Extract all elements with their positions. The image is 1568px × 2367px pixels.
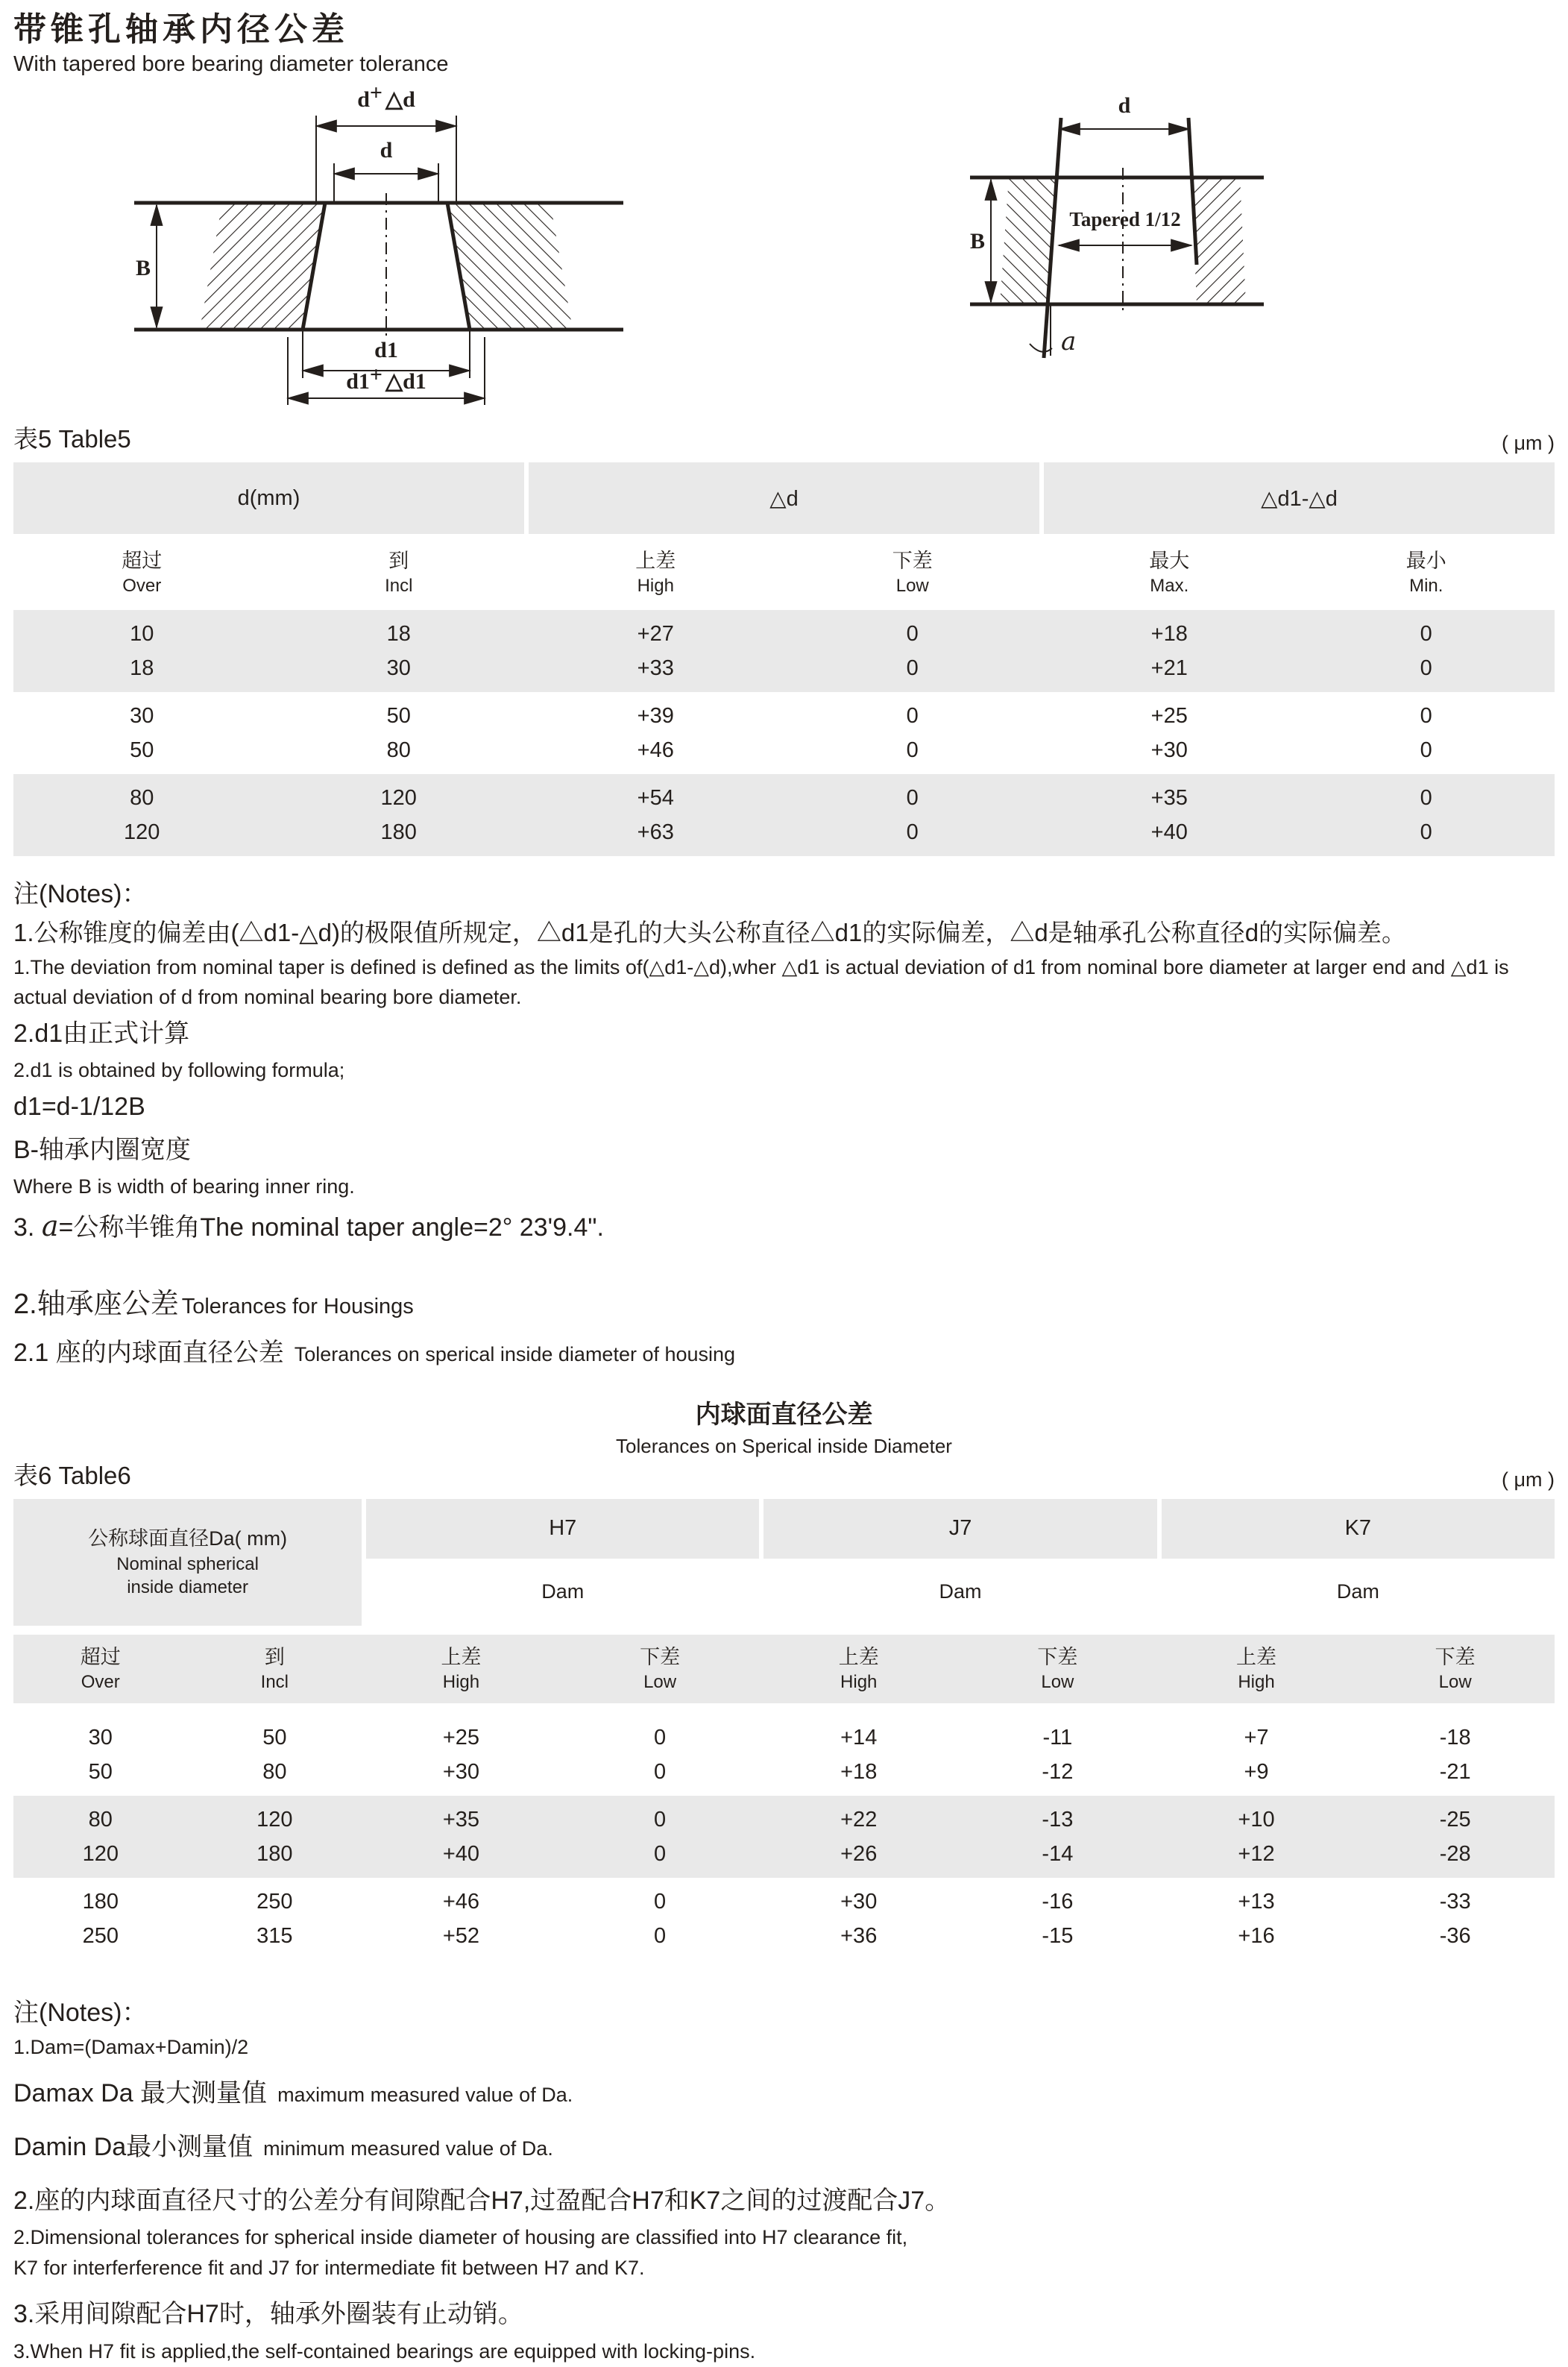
note2-en-line1: 2.Dimensional tolerances for spherical inside diameter of housing are classified into H7 clearance fit, bbox=[13, 2226, 908, 2249]
table5-group-header bbox=[13, 462, 1555, 534]
note1-dam-formula: 1.Dam=(Damax+Damin)/2 bbox=[13, 2035, 249, 2058]
note2-zh: 2.座的内球面直径尺寸的公差分有间隙配合H7,过盈配合H7和K7之间的过渡配合J7。 bbox=[13, 2186, 951, 2215]
table-cell: -36 bbox=[1439, 1923, 1471, 1948]
table-cell: 250 bbox=[256, 1889, 293, 1914]
col-header-low: 下差 Low bbox=[892, 549, 933, 597]
table5-body bbox=[13, 610, 1555, 856]
table5-column-header bbox=[13, 534, 1555, 610]
table-cell: +21 bbox=[1150, 656, 1188, 681]
table-cell: +46 bbox=[637, 738, 674, 763]
table-cell: +63 bbox=[637, 820, 674, 845]
table-cell: 30 bbox=[386, 656, 411, 681]
table-band bbox=[13, 1796, 1555, 1878]
table-cell: +36 bbox=[840, 1923, 878, 1948]
note-b-en: Where B is width of bearing inner ring. bbox=[13, 1175, 355, 1198]
table-cell: +12 bbox=[1238, 1841, 1275, 1866]
table-cell: 0 bbox=[1420, 656, 1432, 681]
formula-d1: d1=d-1/12B bbox=[13, 1092, 145, 1121]
damax-zh: Damax Da 最大测量值 bbox=[13, 2079, 268, 2108]
notes-heading: 注(Notes)： bbox=[13, 1998, 148, 2027]
table-cell: 80 bbox=[262, 1759, 287, 1784]
table-cell: +14 bbox=[840, 1725, 878, 1750]
table6-notes bbox=[13, 1994, 1555, 2367]
dim-label-d: d bbox=[1118, 93, 1131, 119]
table-cell: +26 bbox=[840, 1841, 878, 1866]
damin-en: minimum measured value of Da. bbox=[263, 2137, 553, 2160]
table-cell: +22 bbox=[840, 1807, 878, 1832]
table-cell: 120 bbox=[82, 1841, 119, 1866]
damax-en: maximum measured value of Da. bbox=[277, 2084, 573, 2107]
table-cell: +40 bbox=[442, 1841, 480, 1866]
table-row bbox=[13, 733, 1555, 767]
table6-title-en: Tolerances on Sperical inside Diameter bbox=[616, 1434, 952, 1457]
table-cell: +25 bbox=[1150, 704, 1188, 729]
table-cell: 0 bbox=[1420, 704, 1432, 729]
table-cell: 18 bbox=[130, 656, 154, 681]
table-band bbox=[13, 610, 1555, 692]
section2-heading-en: Tolerances for Housings bbox=[181, 1294, 414, 1318]
table-cell: +30 bbox=[1150, 738, 1188, 763]
table-cell: +27 bbox=[637, 622, 674, 647]
table-cell: 80 bbox=[386, 738, 411, 763]
right-wall-hatch bbox=[1191, 177, 1246, 304]
table-cell: +10 bbox=[1238, 1807, 1275, 1832]
note1-zh: 1.公称锥度的偏差由(△d1-△d)的极限值所规定，△d1是孔的大头公称直径△d1的实际偏差，△d是轴承孔公称直径d的实际偏差。 bbox=[13, 919, 1407, 947]
note3-zh: 3.采用间隙配合H7时，轴承外圈装有止动销。 bbox=[13, 2300, 523, 2329]
col-header-k7-high: 上差 High bbox=[1236, 1645, 1277, 1693]
table-band bbox=[13, 1714, 1555, 1796]
table-cell: 50 bbox=[88, 1759, 113, 1784]
table6-col1-header: 公称球面直径Da( mm) Nominal spherical inside diameter bbox=[13, 1499, 362, 1626]
table-cell: +35 bbox=[1150, 786, 1188, 811]
section2-heading-zh: 2.轴承座公差 bbox=[13, 1288, 179, 1320]
table6-section bbox=[13, 1394, 1555, 1960]
table6-unit: ( μm ) bbox=[1501, 1468, 1555, 1491]
note3-taper-angle: 3. a=公称半锥角The nominal taper angle=2° 23'9.4". bbox=[13, 1209, 604, 1242]
catalog-page bbox=[13, 0, 1555, 2367]
table-cell: 30 bbox=[88, 1725, 113, 1750]
dim-label-d1: d1 bbox=[374, 338, 398, 363]
table-cell: +9 bbox=[1244, 1759, 1269, 1784]
table-cell: -11 bbox=[1042, 1725, 1073, 1750]
table-cell: 0 bbox=[654, 1759, 667, 1784]
table-cell: -28 bbox=[1439, 1841, 1471, 1866]
table-cell: +7 bbox=[1244, 1725, 1269, 1750]
section21-heading-zh: 2.1 座的内球面直径公差 bbox=[13, 1338, 284, 1367]
table-cell: 0 bbox=[654, 1725, 667, 1750]
table-cell: +35 bbox=[442, 1807, 480, 1832]
table-cell: 120 bbox=[124, 820, 160, 845]
damin-zh: Damin Da最小测量值 bbox=[13, 2132, 254, 2161]
group-header-k7: K7 bbox=[1162, 1499, 1555, 1559]
table6-group-header bbox=[13, 1499, 1555, 1626]
table-cell: +39 bbox=[637, 704, 674, 729]
table-band bbox=[13, 692, 1555, 774]
table-row bbox=[13, 1802, 1555, 1837]
table6-title-zh: 内球面直径公差 bbox=[695, 1400, 873, 1429]
note2-en-line2: K7 for interferference fit and J7 for intermediate fit between H7 and K7. bbox=[13, 2256, 645, 2279]
table-cell: 50 bbox=[262, 1725, 287, 1750]
group-header-delta-d: △d bbox=[529, 462, 1039, 534]
table-cell: 0 bbox=[654, 1807, 667, 1832]
table-cell: 0 bbox=[906, 704, 919, 729]
note-b-zh: B-轴承内圈宽度 bbox=[13, 1135, 191, 1164]
table-row bbox=[13, 815, 1555, 849]
table-cell: 80 bbox=[130, 786, 154, 811]
table5-notes bbox=[13, 876, 1555, 1250]
table-cell: +16 bbox=[1238, 1923, 1275, 1948]
group-header-delta-d1-minus-delta-d: △d1-△d bbox=[1044, 462, 1555, 534]
col-header-j7-low: 下差 Low bbox=[1037, 1645, 1078, 1693]
table-cell: 0 bbox=[906, 738, 919, 763]
table-cell: 0 bbox=[906, 656, 919, 681]
table-row bbox=[13, 1919, 1555, 1953]
table-cell: 180 bbox=[82, 1889, 119, 1914]
table6-column-header bbox=[13, 1635, 1555, 1703]
col-header-k7-low: 下差 Low bbox=[1435, 1645, 1476, 1693]
table-row bbox=[13, 617, 1555, 651]
table6-label: 表6 Table6 bbox=[13, 1461, 131, 1489]
table-row bbox=[13, 1885, 1555, 1919]
table-cell: 10 bbox=[130, 622, 154, 647]
half-taper-angle-symbol: a bbox=[41, 1209, 59, 1242]
section21-heading-en: Tolerances on sperical inside diameter of housing bbox=[294, 1342, 736, 1365]
table-cell: 180 bbox=[380, 820, 417, 845]
table-band bbox=[13, 1878, 1555, 1960]
col-header-over: 超过 Over bbox=[80, 1645, 121, 1693]
table5-section bbox=[13, 420, 1555, 856]
table-cell: -18 bbox=[1439, 1725, 1471, 1750]
table-cell: 0 bbox=[1420, 622, 1432, 647]
taper-ratio-diagram bbox=[964, 93, 1270, 392]
table-cell: -16 bbox=[1042, 1889, 1074, 1914]
table-row bbox=[13, 1720, 1555, 1755]
table-cell: -12 bbox=[1042, 1759, 1074, 1784]
table-cell: 0 bbox=[906, 786, 919, 811]
page-title-zh: 带锥孔轴承内径公差 bbox=[13, 11, 349, 48]
table-cell: +18 bbox=[1150, 622, 1188, 647]
col-header-h7-low: 下差 Low bbox=[640, 1645, 681, 1693]
table-row bbox=[13, 651, 1555, 685]
table-row bbox=[13, 1755, 1555, 1789]
note2-zh: 2.d1由正式计算 bbox=[13, 1019, 190, 1048]
group-header-h7: H7 bbox=[366, 1499, 759, 1559]
table-cell: -25 bbox=[1439, 1807, 1471, 1832]
table-cell: -13 bbox=[1042, 1807, 1074, 1832]
table-cell: 0 bbox=[1420, 820, 1432, 845]
table-cell: +54 bbox=[637, 786, 674, 811]
table-cell: -14 bbox=[1042, 1841, 1074, 1866]
table-cell: 0 bbox=[1420, 738, 1432, 763]
table-cell: 120 bbox=[380, 786, 417, 811]
table-cell: 120 bbox=[256, 1807, 293, 1832]
table-cell: +40 bbox=[1150, 820, 1188, 845]
notes-heading: 注(Notes)： bbox=[13, 880, 148, 909]
table6-body bbox=[13, 1714, 1555, 1960]
note1-en-line1: 1.The deviation from nominal taper is defined is defined as the limits of(△d1-△d),wher △d1 is actual deviation of d1 from nominal bore diameter at larger end and △d1 is bbox=[13, 955, 1509, 978]
col-header-h7-high: 上差 High bbox=[441, 1645, 482, 1693]
table-cell: +13 bbox=[1238, 1889, 1275, 1914]
table-cell: 250 bbox=[82, 1923, 119, 1948]
table-cell: -15 bbox=[1042, 1923, 1074, 1948]
col-header-j7-high: 上差 High bbox=[838, 1645, 879, 1693]
table-cell: 0 bbox=[906, 622, 919, 647]
taper-ratio-label: Tapered 1/12 bbox=[1069, 208, 1181, 231]
dim-label-b: B bbox=[136, 256, 151, 281]
table-row bbox=[13, 781, 1555, 815]
table-cell: 0 bbox=[906, 820, 919, 845]
group-header-j7: J7 bbox=[763, 1499, 1156, 1559]
note2-en: 2.d1 is obtained by following formula; bbox=[13, 1059, 345, 1082]
table-cell: 0 bbox=[654, 1889, 667, 1914]
table-cell: 30 bbox=[130, 704, 154, 729]
table5-label: 表5 Table5 bbox=[13, 425, 131, 453]
table-cell: +25 bbox=[442, 1725, 480, 1750]
table-row bbox=[13, 699, 1555, 733]
table-cell: -21 bbox=[1439, 1759, 1471, 1784]
table-band bbox=[13, 774, 1555, 856]
table5-unit: ( μm ) bbox=[1501, 432, 1555, 455]
diagrams-row bbox=[13, 80, 1555, 415]
col-header-incl: 到 Incl bbox=[385, 549, 413, 597]
dam-header-k7: Dam bbox=[1162, 1559, 1555, 1626]
col-header-max: 最大 Max. bbox=[1149, 549, 1190, 597]
group-header-d-mm: d(mm) bbox=[13, 462, 524, 534]
note3-en: 3.When H7 fit is applied,the self-contained bearings are equipped with locking-pins. bbox=[13, 2340, 756, 2363]
table-cell: 315 bbox=[256, 1923, 293, 1948]
table-cell: 0 bbox=[654, 1923, 667, 1948]
angle-label: a bbox=[1061, 327, 1077, 357]
table-cell: +30 bbox=[442, 1759, 480, 1784]
dim-label-d1-plus-delta-d1: d1+ △d1 bbox=[346, 362, 426, 394]
table-cell: +30 bbox=[840, 1889, 878, 1914]
note1-en-line2: actual deviation of d from nominal bearing bore diameter. bbox=[13, 986, 522, 1009]
table-cell: 180 bbox=[256, 1841, 293, 1866]
col-header-over: 超过 Over bbox=[122, 549, 163, 597]
col-header-incl: 到 Incl bbox=[260, 1645, 289, 1693]
table-cell: 50 bbox=[130, 738, 154, 763]
tapered-bore-tolerance-diagram bbox=[125, 80, 632, 408]
table-cell: +18 bbox=[840, 1759, 878, 1784]
page-title-en: With tapered bore bearing diameter tolerance bbox=[13, 52, 449, 77]
col-header-high: 上差 High bbox=[635, 549, 676, 597]
col-header-min: 最小 Min. bbox=[1405, 549, 1446, 597]
table-row bbox=[13, 1837, 1555, 1871]
table-cell: 0 bbox=[654, 1841, 667, 1866]
table-cell: +46 bbox=[442, 1889, 480, 1914]
table-cell: 18 bbox=[386, 622, 411, 647]
dim-label-d-plus-delta-d: d+ △d bbox=[357, 81, 415, 113]
table-cell: 50 bbox=[386, 704, 411, 729]
table-cell: +33 bbox=[637, 656, 674, 681]
dam-header-j7: Dam bbox=[763, 1559, 1156, 1626]
dam-header-h7: Dam bbox=[366, 1559, 759, 1626]
dim-label-d: d bbox=[380, 138, 393, 163]
table-cell: 80 bbox=[88, 1807, 113, 1832]
table-cell: +52 bbox=[442, 1923, 480, 1948]
dim-label-b: B bbox=[970, 229, 986, 254]
table-cell: -33 bbox=[1439, 1889, 1471, 1914]
section2-headings bbox=[13, 1280, 1555, 1368]
table-cell: 0 bbox=[1420, 786, 1432, 811]
